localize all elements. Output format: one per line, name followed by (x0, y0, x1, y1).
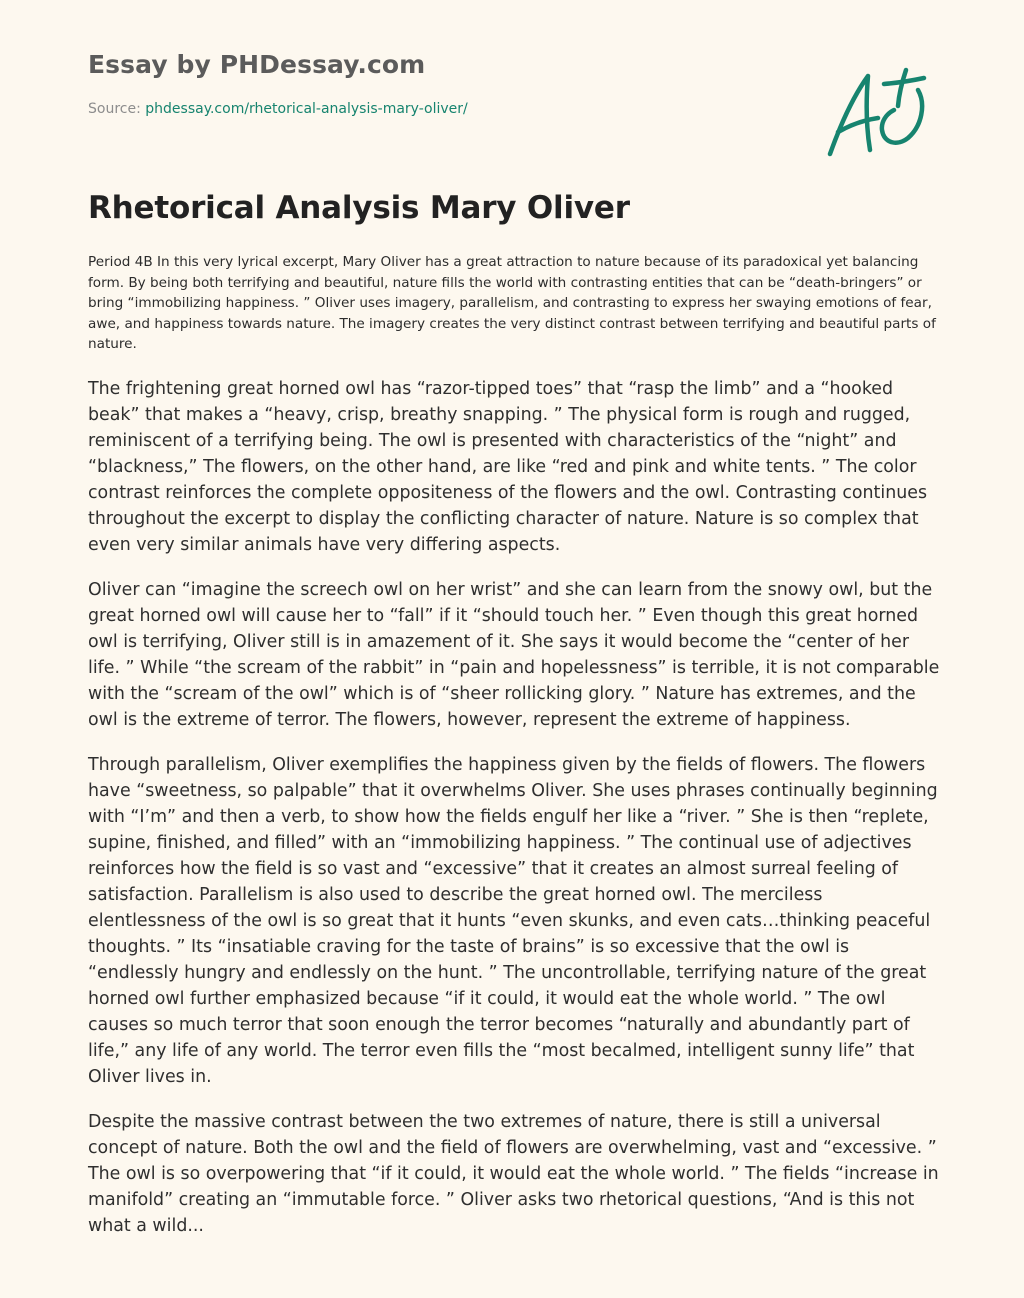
logo-plus-vertical (898, 70, 906, 106)
article-body (88, 376, 940, 1258)
page-title: Rhetorical Analysis Mary Oliver (88, 190, 630, 226)
body-paragraph: Despite the massive contrast between the two extremes of nature, there is still a universal concept of nature. Both the owl and the field of flowers are overwhelming, vast and “excessive. ” The owl is so overpowering that “if it could, it would eat the whole world. ” The fields “increase in manifold” creating an “immutable force. ” Oliver asks two rhetorical questions, “And is this not what a wild... (88, 1112, 939, 1236)
source-line (88, 101, 468, 117)
source-label: Source: (88, 101, 141, 117)
intro-paragraph: Period 4B In this very lyrical excerpt, Mary Oliver has a great attraction to nature because of its paradoxical yet balancing form. By being both terrifying and beautiful, nature fills the world with contrasting entities that can be “death-bringers” or bring “immobilizing happiness. ” Oliver uses imagery, parallelism, and contrasting to express her swaying emotions of fear, awe, and happiness towards nature. The imagery creates the very distinct contrast between terrifying and beautiful parts of nature. (88, 254, 936, 352)
logo-plus-loop (882, 90, 922, 143)
body-paragraph: The frightening great horned owl has “razor-tipped toes” that “rasp the limb” and a “hooked beak” that makes a “heavy, crisp, breathy snapping. ” The physical form is rough and rugged, reminiscent of a terrifying being. The owl is presented with characteristics of the “night” and “blackness,” The flowers, on the other hand, are like “red and pink and white tents. ” The color contrast reinforces the complete oppositeness of the flowers and the owl. Contrasting continues throughout the excerpt to display the conflicting character of nature. Nature is so complex that even very similar animals have very differing aspects. (88, 379, 928, 555)
body-paragraph: Through parallelism, Oliver exemplifies the happiness given by the fields of flowers. The flowers have “sweetness, so palpable” that it overwhelms Oliver. She uses phrases continually beginning with “I’m” and then a verb, to show how the fields engulf her like a “river. ” She is then “replete, supine, finished, and filled” with an “immobilizing happiness. ” The continual use of adjectives reinforces how the field is so vast and “excessive” that it creates an almost surreal feeling of satisfaction. Parallelism is also used to describe the great horned owl. The merciless elentlessness of the owl is so great that it hunts “even skunks, and even cats…thinking peaceful thoughts. ” Its “insatiable craving for the taste of brains” is so excessive that the owl is “endlessly hungry and endlessly on the hunt. ” The uncontrollable, terrifying nature of the great horned owl further emphasized because “if it could, it would eat the whole world. ” The owl causes so much terror that soon enough the terror becomes “naturally and abundantly part of life,” any life of any world. The terror even fills the “most becalmed, intelligent sunny life” that Oliver lives in. (88, 755, 938, 1087)
logo-letter-a (830, 76, 870, 154)
source-link[interactable]: phdessay.com/rhetorical-analysis-mary-oliver/ (145, 101, 468, 117)
a-plus-logo-icon (822, 64, 928, 160)
body-paragraph: Oliver can “imagine the screech owl on her wrist” and she can learn from the snowy owl, but the great horned owl will cause her to “fall” if it “should touch her. ” Even though this great horned owl is terrifying, Oliver still is in amazement of it. She says it would become the “center of her life. ” While “the scream of the rabbit” in “pain and hopelessness” is terrible, it is not comparable with the “scream of the owl” which is of “sheer rollicking glory. ” Nature has extremes, and the owl is the extreme of terror. The flowers, however, represent the extreme of happiness. (88, 580, 940, 730)
site-brand: Essay by PHDessay.com (88, 50, 426, 79)
